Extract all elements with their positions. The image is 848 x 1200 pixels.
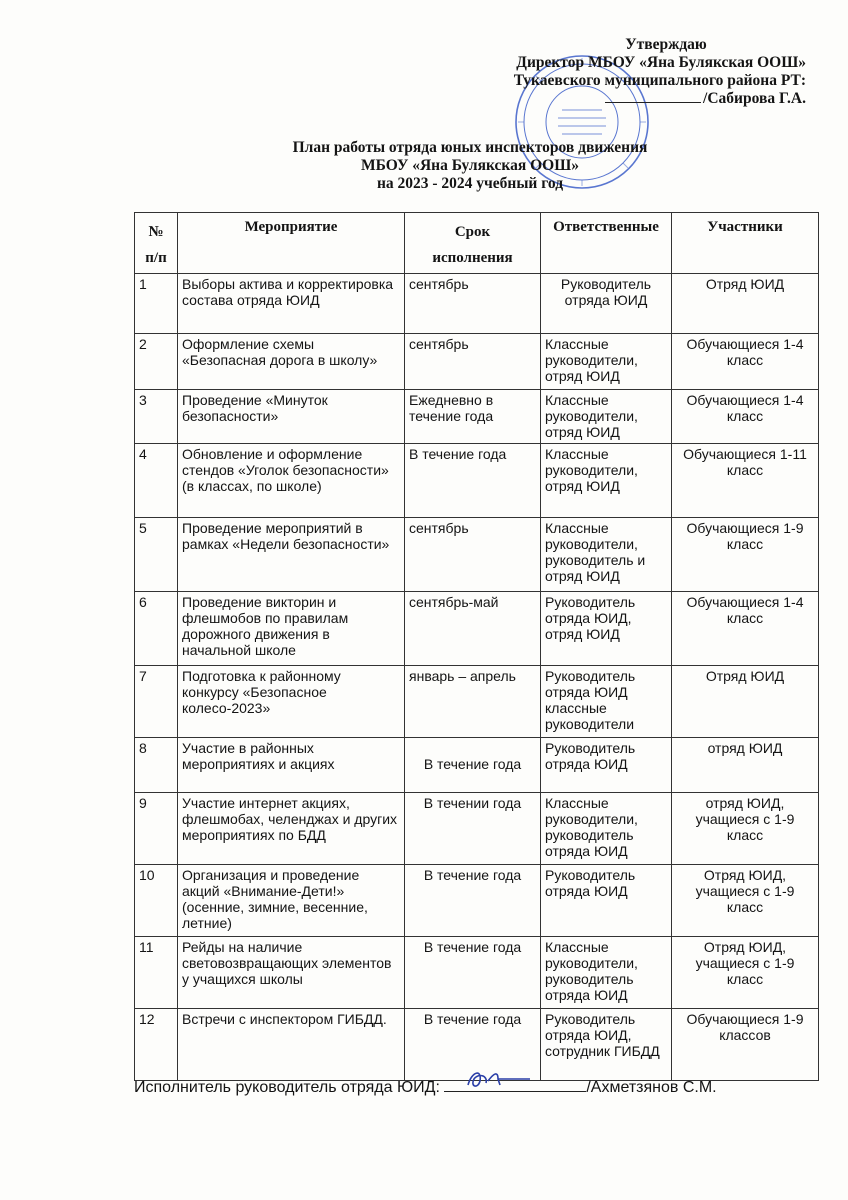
table-row [135,444,819,518]
row-event: Выборы актива и корректировка состава отряда ЮИД [178,274,405,334]
table-row [135,865,819,937]
table-row [135,592,819,666]
header-number: № п/п [135,213,178,274]
row-participants: Обучающиеся 1-11 класс [672,444,819,518]
row-number: 7 [135,666,178,738]
row-event: Оформление схемы «Безопасная дорога в школу» [178,334,405,390]
table-row [135,793,819,865]
row-term: Ежедневно в течение года [405,390,541,444]
table-row [135,666,819,738]
row-responsible: Руководитель отряда ЮИД [541,865,672,937]
row-responsible: Классные руководители, руководитель отряда ЮИД [541,793,672,865]
document-title [140,139,800,193]
row-responsible: Руководитель отряда ЮИД [541,274,672,334]
row-participants: Обучающиеся 1-4 класс [672,390,819,444]
row-participants: Обучающиеся 1-9 классов [672,1009,819,1081]
row-event: Рейды на наличие световозвращающих элементов у учащихся школы [178,937,405,1009]
row-participants: Обучающиеся 1-4 класс [672,334,819,390]
table-row [135,518,819,592]
row-term: сентябрь [405,334,541,390]
row-participants: отряд ЮИД [672,738,819,793]
row-number: 4 [135,444,178,518]
table-row [135,390,819,444]
approval-signer: /Сабирова Г.А. [703,90,806,107]
row-responsible: Классные руководители, отряд ЮИД [541,334,672,390]
row-participants: Обучающиеся 1-4 класс [672,592,819,666]
row-term: В течении года [405,793,541,865]
table-row [135,334,819,390]
header-participants: Участники [672,213,819,274]
row-number: 5 [135,518,178,592]
plan-table [134,212,819,1081]
row-term: сентябрь [405,274,541,334]
row-event: Обновление и оформление стендов «Уголок безопасности» (в классах, по школе) [178,444,405,518]
row-responsible: Классные руководители, отряд ЮИД [541,444,672,518]
row-participants: Отряд ЮИД [672,274,819,334]
approval-signature-row [386,90,806,108]
row-number: 12 [135,1009,178,1081]
row-event: Подготовка к районному конкурсу «Безопасное колесо-2023» [178,666,405,738]
row-number: 11 [135,937,178,1009]
row-term: В течение года [405,937,541,1009]
header-term: Срок исполнения [405,213,541,274]
row-term: В течение года [405,738,541,793]
row-term: В течение года [405,865,541,937]
row-event: Проведение мероприятий в рамках «Недели безопасности» [178,518,405,592]
signature-line [605,102,701,103]
row-responsible: Классные руководители, руководитель отряда ЮИД [541,937,672,1009]
row-responsible: Руководитель отряда ЮИД, сотрудник ГИБДД [541,1009,672,1081]
row-participants: Обучающиеся 1-9 класс [672,518,819,592]
header-event: Мероприятие [178,213,405,274]
row-participants: отряд ЮИД, учащиеся с 1-9 класс [672,793,819,865]
row-term: В течение года [405,444,541,518]
row-number: 9 [135,793,178,865]
row-participants: Отряд ЮИД, учащиеся с 1-9 класс [672,937,819,1009]
row-participants: Отряд ЮИД [672,666,819,738]
row-participants: Отряд ЮИД, учащиеся с 1-9 класс [672,865,819,937]
table-row [135,274,819,334]
row-number: 2 [135,334,178,390]
executor-label: Исполнитель руководитель отряда ЮИД: [134,1079,440,1096]
title-line-2: МБОУ «Яна Булякская ООШ» [360,157,580,174]
approval-block [386,36,806,108]
approval-position: Директор МБОУ «Яна Булякская ООШ» [516,54,806,71]
row-number: 3 [135,390,178,444]
row-event: Организация и проведение акций «Внимание-Дети!» (осенние, зимние, весенние, летние) [178,865,405,937]
row-event: Встречи с инспектором ГИБДД. [178,1009,405,1081]
title-line-3: на 2023 - 2024 учебный год [376,175,564,192]
row-responsible: Руководитель отряда ЮИД, отряд ЮИД [541,592,672,666]
row-term: сентябрь [405,518,541,592]
executor-signature-line [444,1077,586,1092]
title-line-1: План работы отряда юных инспекторов движения [292,139,648,156]
row-event: Участие в районных мероприятиях и акциях [178,738,405,793]
row-responsible: Руководитель отряда ЮИД [541,738,672,793]
handwritten-signature [464,1067,534,1091]
table-row [135,738,819,793]
row-term: В течение года [405,1009,541,1081]
row-responsible: Руководитель отряда ЮИД классные руководители [541,666,672,738]
row-event: Проведение викторин и флешмобов по правилам дорожного движения в начальной школе [178,592,405,666]
row-number: 6 [135,592,178,666]
row-term: январь – апрель [405,666,541,738]
row-term: сентябрь-май [405,592,541,666]
approval-heading: Утверждаю [625,36,707,53]
header-responsible: Ответственные [541,213,672,274]
row-number: 10 [135,865,178,937]
row-event: Проведение «Минуток безопасности» [178,390,405,444]
executor-line [134,1077,717,1097]
table-row [135,937,819,1009]
row-event: Участие интернет акциях, флешмобах, челенджах и других мероприятиях по БДД [178,793,405,865]
row-responsible: Классные руководители, отряд ЮИД [541,390,672,444]
table-header-row [135,213,819,274]
row-responsible: Классные руководители, руководитель и отряд ЮИД [541,518,672,592]
row-number: 8 [135,738,178,793]
executor-signer: /Ахметзянов С.М. [586,1079,717,1096]
row-number: 1 [135,274,178,334]
approval-district: Тукаевского муниципального района РТ: [513,72,806,89]
